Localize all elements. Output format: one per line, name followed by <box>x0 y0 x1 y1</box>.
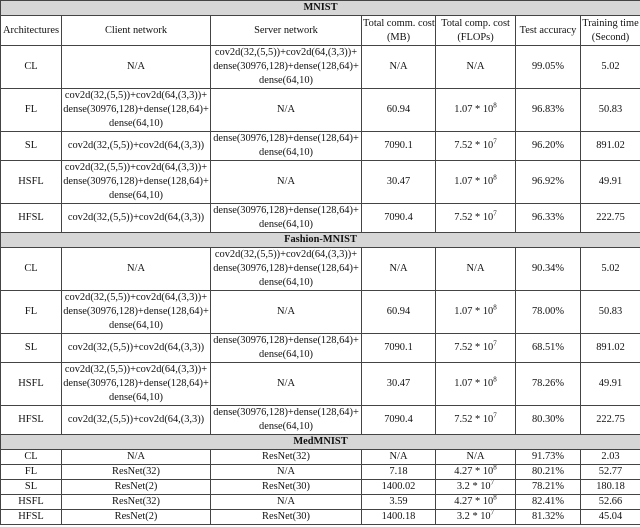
table-row <box>1 510 640 525</box>
comp-cost-base: 3.2 * 10 <box>456 511 491 522</box>
comp-cost-exponent: 8 <box>493 173 497 182</box>
section-title: MedMNIST <box>1 435 640 450</box>
test-accuracy-cell: 81.32% <box>516 510 581 525</box>
comp-cost-exponent: 8 <box>493 303 497 312</box>
test-accuracy-cell: 80.21% <box>516 465 581 480</box>
client-network-cell-line: cov2d(32,(5,5))+cov2d(64,(3,3)) <box>67 212 205 223</box>
test-accuracy-cell: 68.51% <box>516 334 581 363</box>
comp-cost-exponent: 8 <box>493 464 497 472</box>
comp-cost-base: N/A <box>466 61 485 72</box>
comp-cost-base: N/A <box>466 263 485 274</box>
table-row <box>1 248 640 291</box>
training-time-cell: 891.02 <box>581 132 640 161</box>
comm-cost-cell: 7090.1 <box>362 334 436 363</box>
test-accuracy-cell: 80.30% <box>516 406 581 435</box>
server-network-cell-line: cov2d(32,(5,5))+cov2d(64,(3,3))+ <box>214 47 358 58</box>
training-time-cell: 891.02 <box>581 334 640 363</box>
comm-cost-cell: 30.47 <box>362 363 436 406</box>
test-accuracy-cell: 99.05% <box>516 46 581 89</box>
architecture-cell: FL <box>1 291 62 334</box>
client-network-cell-line: cov2d(32,(5,5))+cov2d(64,(3,3))+ <box>64 90 208 101</box>
test-accuracy-cell: 90.34% <box>516 248 581 291</box>
server-network-cell-line: dense(64,10) <box>259 349 313 360</box>
client-network-cell-line: dense(30976,128)+dense(128,64)+ <box>63 104 209 115</box>
client-network-cell-line: cov2d(32,(5,5))+cov2d(64,(3,3))+ <box>64 292 208 303</box>
client-network-cell-line: ResNet(32) <box>112 496 160 507</box>
comp-cost-cell <box>436 363 516 406</box>
column-header-line: Training time <box>582 17 639 29</box>
server-network-cell <box>211 465 362 480</box>
server-network-cell-line: N/A <box>277 496 295 507</box>
section-title: MNIST <box>1 1 640 16</box>
client-network-cell-line: dense(64,10) <box>109 392 163 403</box>
comm-cost-cell: N/A <box>362 450 436 465</box>
section-title: Fashion-MNIST <box>1 233 640 248</box>
column-header <box>516 16 581 46</box>
column-header-line: (MB) <box>386 31 411 43</box>
training-time-cell: 50.83 <box>581 291 640 334</box>
comp-cost-base: 1.07 * 10 <box>454 176 494 187</box>
server-network-cell-line: dense(64,10) <box>259 147 313 158</box>
test-accuracy-cell: 82.41% <box>516 495 581 510</box>
comm-cost-cell: 60.94 <box>362 291 436 334</box>
comm-cost-cell: 60.94 <box>362 89 436 132</box>
table-row <box>1 450 640 465</box>
table-row <box>1 291 640 334</box>
comm-cost-cell: 3.59 <box>362 495 436 510</box>
column-header <box>362 16 436 46</box>
client-network-cell-line: ResNet(2) <box>114 511 158 522</box>
column-header-line: Client network <box>104 24 168 36</box>
training-time-cell: 222.75 <box>581 406 640 435</box>
training-time-cell: 5.02 <box>581 46 640 89</box>
comp-cost-cell <box>436 406 516 435</box>
table-row <box>1 46 640 89</box>
comp-cost-base: 7.52 * 10 <box>454 212 494 223</box>
training-time-cell: 180.18 <box>581 480 640 495</box>
comm-cost-cell: 7090.4 <box>362 204 436 233</box>
column-header-line: Server network <box>254 24 318 36</box>
comm-cost-cell: 30.47 <box>362 161 436 204</box>
table-row <box>1 406 640 435</box>
architecture-cell: HSFL <box>1 363 62 406</box>
training-time-cell: 45.04 <box>581 510 640 525</box>
section-header <box>1 233 640 248</box>
test-accuracy-cell: 78.00% <box>516 291 581 334</box>
comp-cost-base: 1.07 * 10 <box>454 104 494 115</box>
comp-cost-cell <box>436 46 516 89</box>
comp-cost-base: 1.07 * 10 <box>454 306 494 317</box>
client-network-cell-line: cov2d(32,(5,5))+cov2d(64,(3,3)) <box>67 140 205 151</box>
server-network-cell <box>211 363 362 406</box>
server-network-cell-line: N/A <box>277 176 295 187</box>
section-header <box>1 1 640 16</box>
test-accuracy-cell: 78.21% <box>516 480 581 495</box>
table-row <box>1 495 640 510</box>
server-network-cell <box>211 495 362 510</box>
client-network-cell-line: N/A <box>127 61 145 72</box>
client-network-cell <box>62 204 211 233</box>
comp-cost-base: 3.2 * 10 <box>456 481 491 492</box>
client-network-cell <box>62 248 211 291</box>
client-network-cell-line: dense(64,10) <box>109 118 163 129</box>
training-time-cell: 49.91 <box>581 161 640 204</box>
column-header <box>436 16 516 46</box>
comm-cost-cell: 7090.4 <box>362 406 436 435</box>
server-network-cell <box>211 291 362 334</box>
server-network-cell-line: ResNet(32) <box>262 451 310 462</box>
server-network-cell <box>211 161 362 204</box>
table-row <box>1 334 640 363</box>
training-time-cell: 49.91 <box>581 363 640 406</box>
comp-cost-exponent: 8 <box>493 375 497 384</box>
comp-cost-cell <box>436 495 516 510</box>
comp-cost-base: 4.27 * 10 <box>454 496 494 507</box>
architecture-cell: SL <box>1 132 62 161</box>
client-network-cell <box>62 291 211 334</box>
client-network-cell <box>62 161 211 204</box>
architecture-cell: HSFL <box>1 161 62 204</box>
table-row <box>1 161 640 204</box>
column-header-line: (FLOPs) <box>457 31 494 43</box>
server-network-cell-line: N/A <box>277 104 295 115</box>
comp-cost-exponent: 8 <box>493 101 497 110</box>
comp-cost-exponent: 7 <box>490 509 495 517</box>
comp-cost-cell <box>436 89 516 132</box>
comm-cost-cell: 1400.18 <box>362 510 436 525</box>
comp-cost-cell <box>436 510 516 525</box>
comp-cost-exponent: 7 <box>493 339 497 348</box>
column-header <box>62 16 211 46</box>
comp-cost-cell <box>436 248 516 291</box>
table-row <box>1 132 640 161</box>
test-accuracy-cell: 96.20% <box>516 132 581 161</box>
server-network-cell-line: dense(30976,128)+dense(128,64)+ <box>213 61 359 72</box>
training-time-cell: 2.03 <box>581 450 640 465</box>
comp-cost-cell <box>436 204 516 233</box>
column-header-line: Total comm. cost <box>363 17 435 29</box>
comp-cost-exponent: 7 <box>493 209 497 218</box>
server-network-cell-line: N/A <box>277 378 295 389</box>
server-network-cell-line: cov2d(32,(5,5))+cov2d(64,(3,3))+ <box>214 249 358 260</box>
client-network-cell-line: ResNet(2) <box>114 481 158 492</box>
column-header-row <box>1 16 640 46</box>
test-accuracy-cell: 96.92% <box>516 161 581 204</box>
architecture-cell: SL <box>1 480 62 495</box>
test-accuracy-cell: 78.26% <box>516 363 581 406</box>
server-network-cell <box>211 406 362 435</box>
client-network-cell-line: dense(64,10) <box>109 190 163 201</box>
column-header-line: Total comp. cost <box>441 17 510 29</box>
training-time-cell: 5.02 <box>581 248 640 291</box>
comp-cost-cell <box>436 465 516 480</box>
client-network-cell-line: dense(30976,128)+dense(128,64)+ <box>63 306 209 317</box>
server-network-cell-line: dense(64,10) <box>259 277 313 288</box>
client-network-cell <box>62 46 211 89</box>
server-network-cell <box>211 334 362 363</box>
comp-cost-base: 1.07 * 10 <box>454 378 494 389</box>
client-network-cell-line: N/A <box>127 263 145 274</box>
comp-cost-cell <box>436 161 516 204</box>
comp-cost-exponent: 8 <box>493 494 497 502</box>
server-network-cell <box>211 204 362 233</box>
architecture-cell: HSFL <box>1 495 62 510</box>
client-network-cell-line: ResNet(32) <box>112 466 160 477</box>
training-time-cell: 50.83 <box>581 89 640 132</box>
server-network-cell-line: dense(30976,128)+dense(128,64)+ <box>213 133 359 144</box>
server-network-cell-line: dense(64,10) <box>259 75 313 86</box>
comp-cost-exponent: 7 <box>493 137 497 146</box>
server-network-cell <box>211 132 362 161</box>
server-network-cell-line: dense(64,10) <box>259 219 313 230</box>
architecture-cell: CL <box>1 248 62 291</box>
comp-cost-base: 7.52 * 10 <box>454 342 494 353</box>
client-network-cell-line: cov2d(32,(5,5))+cov2d(64,(3,3))+ <box>64 162 208 173</box>
client-network-cell-line: cov2d(32,(5,5))+cov2d(64,(3,3)) <box>67 342 205 353</box>
comp-cost-base: 7.52 * 10 <box>454 140 494 151</box>
architecture-cell: CL <box>1 450 62 465</box>
architecture-cell: FL <box>1 465 62 480</box>
client-network-cell <box>62 363 211 406</box>
table-row <box>1 363 640 406</box>
client-network-cell <box>62 132 211 161</box>
test-accuracy-cell: 91.73% <box>516 450 581 465</box>
comm-cost-cell: 7.18 <box>362 465 436 480</box>
training-time-cell: 52.66 <box>581 495 640 510</box>
client-network-cell <box>62 450 211 465</box>
server-network-cell-line: dense(30976,128)+dense(128,64)+ <box>213 263 359 274</box>
client-network-cell-line: cov2d(32,(5,5))+cov2d(64,(3,3))+ <box>64 364 208 375</box>
server-network-cell-line: dense(30976,128)+dense(128,64)+ <box>213 205 359 216</box>
client-network-cell <box>62 89 211 132</box>
client-network-cell <box>62 334 211 363</box>
comp-cost-exponent: 7 <box>493 411 497 420</box>
comp-cost-base: 7.52 * 10 <box>454 414 494 425</box>
comm-cost-cell: 7090.1 <box>362 132 436 161</box>
column-header-line: (Second) <box>591 31 630 43</box>
architecture-cell: HFSL <box>1 510 62 525</box>
table-row <box>1 204 640 233</box>
server-network-cell <box>211 46 362 89</box>
comm-cost-cell: N/A <box>362 248 436 291</box>
server-network-cell <box>211 89 362 132</box>
comm-cost-cell: N/A <box>362 46 436 89</box>
training-time-cell: 52.77 <box>581 465 640 480</box>
server-network-cell-line: ResNet(30) <box>262 511 310 522</box>
client-network-cell <box>62 480 211 495</box>
column-header: Architectures <box>1 16 62 46</box>
server-network-cell-line: dense(30976,128)+dense(128,64)+ <box>213 407 359 418</box>
test-accuracy-cell: 96.83% <box>516 89 581 132</box>
client-network-cell <box>62 495 211 510</box>
server-network-cell-line: N/A <box>277 306 295 317</box>
comm-cost-cell: 1400.02 <box>362 480 436 495</box>
architecture-cell: HFSL <box>1 204 62 233</box>
server-network-cell <box>211 450 362 465</box>
comp-cost-exponent: 7 <box>490 479 495 487</box>
server-network-cell <box>211 480 362 495</box>
comp-cost-cell <box>436 334 516 363</box>
client-network-cell <box>62 406 211 435</box>
table-row <box>1 465 640 480</box>
table-row <box>1 89 640 132</box>
table-row <box>1 480 640 495</box>
architecture-cell: CL <box>1 46 62 89</box>
server-network-cell-line: N/A <box>277 466 295 477</box>
client-network-cell-line: dense(30976,128)+dense(128,64)+ <box>63 378 209 389</box>
comp-cost-cell <box>436 132 516 161</box>
section-header <box>1 435 640 450</box>
architecture-cell: HFSL <box>1 406 62 435</box>
column-header-line: Test accuracy <box>519 24 577 36</box>
client-network-cell <box>62 510 211 525</box>
server-network-cell <box>211 510 362 525</box>
column-header <box>211 16 362 46</box>
architecture-cell: FL <box>1 89 62 132</box>
architecture-cell: SL <box>1 334 62 363</box>
comp-cost-cell <box>436 291 516 334</box>
server-network-cell-line: dense(30976,128)+dense(128,64)+ <box>213 335 359 346</box>
comp-cost-cell <box>436 450 516 465</box>
comp-cost-base: N/A <box>466 451 485 462</box>
test-accuracy-cell: 96.33% <box>516 204 581 233</box>
comp-cost-cell <box>436 480 516 495</box>
client-network-cell-line: dense(30976,128)+dense(128,64)+ <box>63 176 209 187</box>
server-network-cell-line: dense(64,10) <box>259 421 313 432</box>
server-network-cell <box>211 248 362 291</box>
client-network-cell-line: dense(64,10) <box>109 320 163 331</box>
comp-cost-base: 4.27 * 10 <box>454 466 494 477</box>
client-network-cell-line: N/A <box>127 451 145 462</box>
column-header <box>581 16 640 46</box>
server-network-cell-line: ResNet(30) <box>262 481 310 492</box>
training-time-cell: 222.75 <box>581 204 640 233</box>
client-network-cell <box>62 465 211 480</box>
client-network-cell-line: cov2d(32,(5,5))+cov2d(64,(3,3)) <box>67 414 205 425</box>
